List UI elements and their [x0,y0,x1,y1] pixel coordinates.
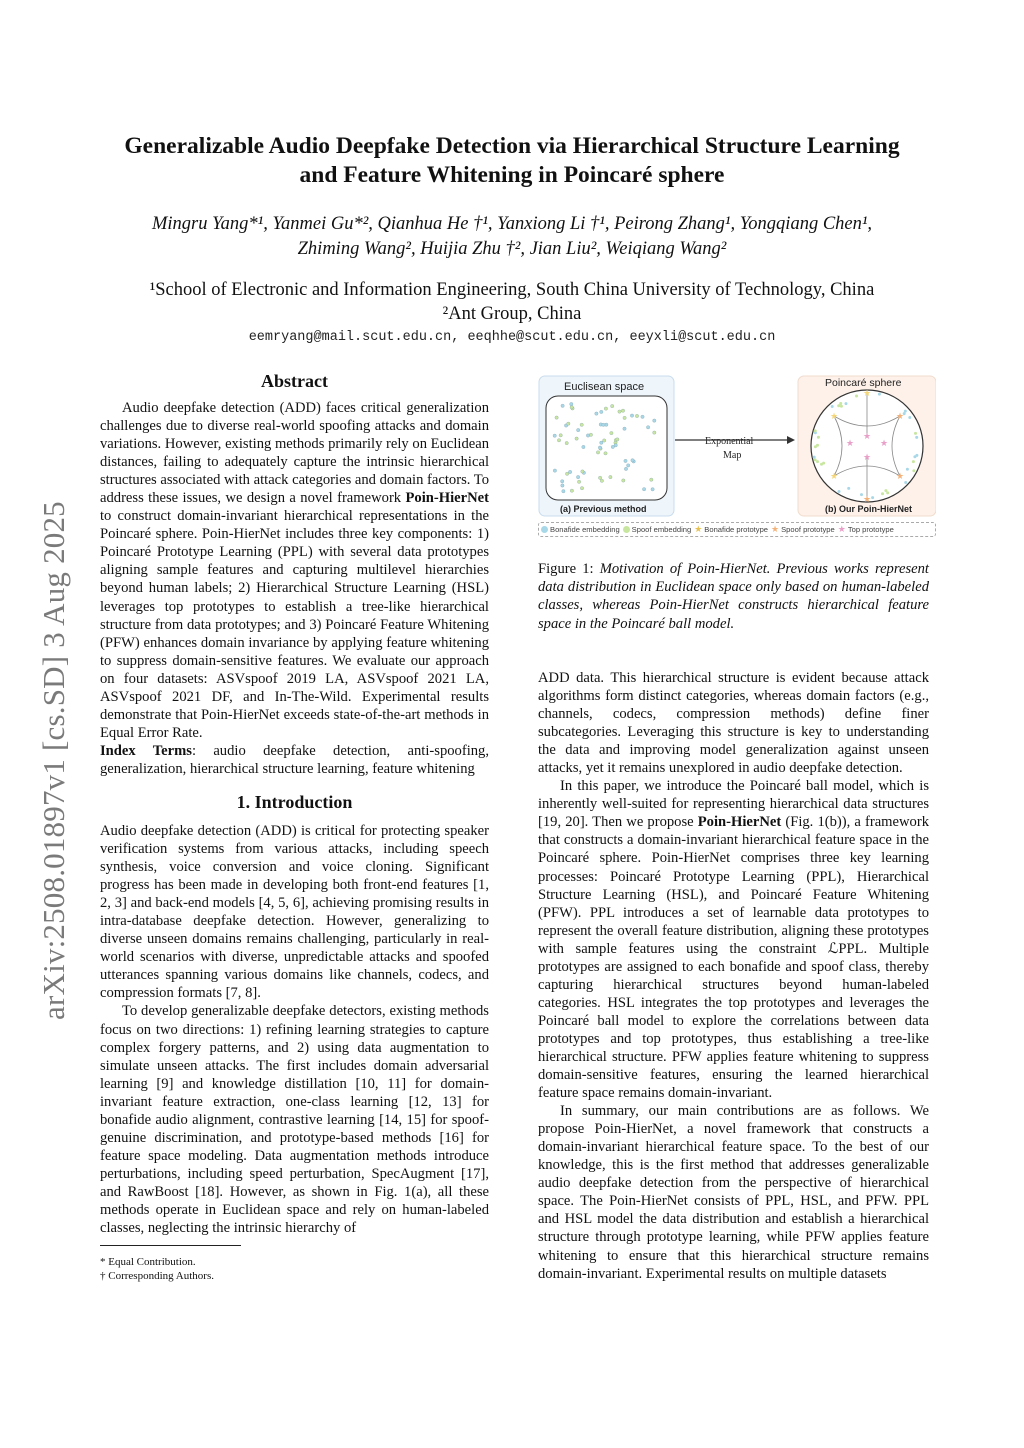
euclid-embedding-dot [580,423,583,426]
euclid-embedding-dot [570,402,573,405]
figure-legend [538,522,936,537]
data-prototype-marker: ★ [829,471,839,481]
paper-title [60,132,964,190]
data-prototype-marker: ★ [895,411,905,421]
footnotes [100,1255,214,1283]
euclid-embedding-dot [562,490,565,493]
euclid-embedding-dot [623,416,626,419]
euclid-embedding-dot [598,446,601,449]
poincare-embedding-dot [814,458,817,461]
euclid-label: Euclisean space [564,381,645,393]
poincare-embedding-dot [817,436,820,439]
right-p2-method-name: Poin-HierNet [697,814,782,831]
top-prototype-marker: ★ [862,452,872,462]
euclid-embedding-dot [565,472,568,475]
legend-label-5: Top prototype [847,525,894,534]
euclid-embedding-dot [653,431,656,434]
euclid-embedding-dot [570,406,573,409]
euclid-embedding-dot [567,422,570,425]
author-emails: eemryang@mail.scut.edu.cn, eeqhhe@scut.edu.cn, eeyxli@scut.edu.cn [248,330,776,345]
authors-line-1: Mingru Yang*¹, Yanmei Gu*², Qianhua He †¹, Yanxiong Li †¹, Peirong Zhang¹, Yongqiang Chen¹, [151,214,873,234]
euclid-embedding-dot [555,416,558,419]
euclid-embedding-dot [630,414,633,417]
right-p2-text-1: In this paper, we introduce the Poincaré ball model, which is inherently well-suited for representing hierarchical data structures [19, 20]. Then we propose [538,778,929,831]
euclid-embedding-dot [627,464,630,467]
title-line-2: and Feature Whitening in Poincaré sphere [299,162,725,188]
poincare-embedding-dot [814,429,817,432]
euclid-embedding-dot [621,409,624,412]
euclid-embedding-dot [581,470,584,473]
euclid-embedding-dot [553,434,556,437]
euclid-embedding-dot [576,475,579,478]
euclid-embedding-dot [603,439,606,442]
euclid-embedding-dot [596,451,599,454]
top-prototype-marker: ★ [879,438,889,448]
legend-label-4: Spoof prototype [781,525,835,534]
footnote-equal: * Equal Contribution. [100,1256,196,1268]
subcaption-b: (b) Our Poin-HierNet [825,504,912,514]
euclid-embedding-dot [653,419,656,422]
euclid-embedding-dot [624,467,627,470]
euclid-embedding-dot [561,484,564,487]
legend-label-3: Bonafide prototype [704,525,769,534]
poincare-embedding-dot [816,444,819,447]
right-p2-text-2: (Fig. 1(b)), a framework that constructs a domain-invariant hierarchical feature space in the Poincaré sphere. Poin-HierNet comprises three key learning processes: Poincaré Prototype Learning (PPL), Hierarchical Structure Learning (HSL), and Poincaré Feature Whitening (PFW). PPL introduces a set of learnable data prototypes to represent the overall feature distribution, aligning these prototypes with sample features using the constraint ℒPPL. Multiple prototypes are assigned to each bonafide and spoof class, thereby capturing hierarchical structures beyond human-labeled categories. HSL integrates the top prototypes and leverages the Poincaré ball model to explore the correlations between data prototypes and top prototypes, thus establishing a tree-like hierarchical structure. PFW applies feature whitening to suppress domain-sensitive features, ensuring the learned hierarchical feature space remains domain-invariant. [538,814,930,1102]
euclid-embedding-dot [561,404,564,407]
euclid-embedding-dot [577,480,580,483]
euclid-embedding-dot [557,439,560,442]
footnote-corresponding: † Corresponding Authors. [100,1270,214,1282]
legend-spoof-embedding [623,525,692,534]
euclid-embedding-dot [582,445,585,448]
intro-heading: 1. Introduction [236,792,353,812]
poincare-label: Poincaré sphere [825,377,902,389]
abstract-paragraph [100,399,489,742]
caption-prefix: Figure 1: [538,561,600,577]
euclid-embedding-dot [602,423,605,426]
euclid-embedding-dot [635,414,638,417]
right-paragraph-1: ADD data. This hierarchical structure is evident because attack algorithms form distinct categories, whereas domain factors (e.g., channels, codecs, compression methods) define finer subcategories. Leveraging this structure is key to understanding the data and improving model generalization against unseen attacks, yet it remains unexplored in audio deepfake detection. [538,670,929,777]
poincare-embedding-dot [914,432,917,435]
legend-bonafide-embedding [541,525,620,534]
euclid-embedding-dot [650,478,653,481]
euclid-embedding-dot [618,410,621,413]
affiliations [60,278,964,326]
euclid-embedding-dot [580,487,583,490]
poincare-embedding-dot [915,436,918,439]
poincare-embedding-dot [908,416,911,419]
euclid-embedding-dot [575,437,578,440]
data-prototype-marker: ★ [895,471,905,481]
poincare-embedding-dot [912,460,915,463]
euclid-embedding-dot [646,426,649,429]
euclid-embedding-dot [600,479,603,482]
caption-text: Motivation of Poin-HierNet. Previous works represent data distribution in Euclidean space only based on human-labeled classes, whereas Poin-HierNet constructs hierarchical feature space in the Poincaré ball model. [538,561,929,632]
index-terms-label: Index Terms [100,742,192,759]
affiliation-1: ¹School of Electronic and Information Engineering, South China University of Technology, China [149,280,875,300]
bonafide-prototype-star-icon: ★ [694,524,703,534]
subcaption-a: (a) Previous method [560,504,647,514]
euclid-embedding-dot [577,428,580,431]
euclid-embedding-dot [614,444,617,447]
spoof-prototype-star-icon: ★ [771,524,780,534]
poincare-embedding-dot [831,405,834,408]
map-label-2: Map [723,450,742,461]
poincare-embedding-dot [912,469,915,472]
poincare-embedding-dot [904,410,907,413]
legend-bonafide-prototype [694,525,768,534]
figure-caption [538,560,929,633]
data-prototype-marker: ★ [862,388,872,398]
figure-1 [538,374,936,540]
euclid-embedding-dot [642,488,645,491]
euclid-embedding-dot [595,412,598,415]
euclid-embedding-dot [604,452,607,455]
euclid-embedding-dot [631,459,634,462]
euclid-embedding-dot [610,431,613,434]
poincare-embedding-dot [847,487,850,490]
poincare-embedding-dot [813,456,816,459]
arxiv-id: arXiv:2508.01897v1 [cs.SD] 3 Aug 2025 [36,501,71,1020]
poincare-embedding-dot [881,492,884,495]
abstract-text-2: to construct domain-invariant hierarchical representations in the Poincaré sphere. Poin-HierNet includes three key components: 1) Poincaré Prototype Learning (PPL) with several data prototypes aligning sample features and capturing multilevel hierarchies beyond human labels; 2) Hierarchical Structure Learning (HSL) leverages top prototypes to establish a tree-like hierarchical structure from data prototypes; and 3) Poincaré Feature Whitening (PFW) enhances domain invariance by applying feature whitening to suppress domain-sensitive features. We evaluate our approach on four datasets: ASVspoof 2019 LA, ASVspoof 2021 LA, ASVspoof 2021 DF, and In-The-Wild. Experimental results demonstrate that Poin-HierNet exceeds state-of-the-art methods in Equal Error Rate. [100,508,489,741]
legend-spoof-prototype [771,525,835,534]
euclid-embedding-dot [570,489,573,492]
euclid-embedding-dot [604,407,607,410]
euclid-frame [546,396,667,500]
euclid-embedding-dot [609,475,612,478]
euclid-embedding-dot [559,434,562,437]
right-column-body [538,669,929,1283]
arxiv-stamp [30,430,78,1030]
legend-top-prototype [838,525,894,534]
poincare-embedding-dot [878,393,881,396]
poincare-embedding-dot [906,468,909,471]
top-prototype-marker: ★ [845,438,855,448]
right-paragraph-2 [538,777,929,1102]
poincare-embedding-dot [913,455,916,458]
poincare-embedding-dot [855,395,858,398]
euclid-embedding-dot [586,434,589,437]
poincare-embedding-dot [886,491,889,494]
right-paragraph-3: In summary, our main contributions are as follows. We propose Poin-HierNet, a novel framework that constructs a domain-invariant hierarchical feature space. To the best of our knowledge, this is the first method that addresses generalizable audio deepfake detection from the perspective of hierarchical space. The Poin-HierNet consists of PPL, HSL, and PFW. PPL and HSL model the data distribution and establish a hierarchical structure through prototype learning, while PFW applies feature whitening to ensure that this hierarchical structure remains domain-invariant. Experimental results on multiple datasets [538,1103,929,1282]
top-prototype-marker: ★ [862,431,872,441]
map-label-1: Exponential [705,436,754,447]
legend-label-1: Bonafide embedding [550,525,620,534]
top-prototype-star-icon: ★ [837,524,846,534]
euclid-embedding-dot [611,404,614,407]
bonafide-embedding-swatch [541,526,548,533]
euclid-embedding-dot [565,441,568,444]
euclid-embedding-dot [641,415,644,418]
poincare-embedding-dot [837,404,840,407]
poincare-embedding-dot [904,481,907,484]
affiliation-2: ²Ant Group, China [442,304,582,324]
euclid-embedding-dot [616,438,619,441]
euclid-embedding-dot [624,459,627,462]
intro-body [100,822,489,1237]
euclid-embedding-dot [568,470,571,473]
exponential-map-arrow [675,430,795,450]
euclid-embedding-dot [598,476,601,479]
authors-line-2: Zhiming Wang², Huijia Zhu †², Jian Liu², Weiqiang Wang² [297,239,727,259]
euclid-embedding-dot [553,469,556,472]
index-terms-text: : audio deepfake detection, anti-spoofing, generalization, hierarchical structure learning, feature whitening [100,742,489,777]
poincare-embedding-dot [871,496,874,499]
euclid-embedding-dot [600,441,603,444]
poincare-embedding-dot [838,490,841,493]
data-prototype-marker: ★ [829,411,839,421]
abstract-text-1: Audio deepfake detection (ADD) faces critical generalization challenges due to diverse real-world spoofing attacks and domain variations. However, existing methods primarily rely on Euclidean distances, failing to adequately capture the intrinsic hierarchical structures associated with attack categories and domain factors. To address these issues, we design a novel framework [100,400,489,507]
euclid-embedding-dot [651,488,654,491]
poincare-embedding-dot [839,402,842,405]
index-terms [100,742,489,778]
intro-paragraph-1: Audio deepfake detection (ADD) is critical for protecting speaker verification systems from various attacks, including speech synthesis, voice conversion and voice cloning. Significant progress has been made in developing both front-end features [1, 2, 3] and back-end models [4, 5, 6], achieving promising results in intra-database deepfake detection. However, generalizing to diverse unseen domains remains challenging, particularly in real-world scenarios with diverse, unpredictable attacks and spoofed utterances spanning various domains like channels, codecs, and compression formats [7, 8]. [100,823,489,1002]
legend-label-2: Spoof embedding [631,525,692,534]
intro-paragraph-2: To develop generalizable deepfake detectors, existing methods focus on two directions: 1) refining learning strategies to capture complex forgery patterns, and 2) using data augmentation to simulate unseen attacks. The first includes domain adversarial learning [9] and knowledge distillation [10, 11] for domain-invariant feature extraction, one-class learning [12, 13] for bonafide audio alignment, contrastive learning [14, 15] for spoof-genuine discrimination, and prototype-based methods [16] for feature space modeling. Data augmentation methods introduce perturbations, including speed perturbation, SpecAugment [17], and RawBoost [18]. However, as shown in Fig. 1(a), all these methods operate in Euclidean space and rely on human-labeled classes, neglecting the intrinsic hierarchy of [100,1003,489,1237]
euclid-embedding-dot [600,410,603,413]
abstract-body [100,399,489,778]
poincare-embedding-dot [845,402,848,405]
euclid-embedding-dot [623,427,626,430]
spoof-embedding-swatch [623,526,630,533]
abstract-heading: Abstract [261,371,328,391]
abstract-method-name: Poin-HierNet [405,490,489,507]
euclid-embedding-dot [622,479,625,482]
data-prototype-marker: ★ [862,494,872,504]
poincare-embedding-dot [840,405,843,408]
author-list [60,212,964,262]
poincare-embedding-dot [822,462,825,465]
title-line-1: Generalizable Audio Deepfake Detection via Hierarchical Structure Learning [124,133,900,159]
footnote-rule [100,1245,241,1246]
euclid-embedding-dot [561,480,564,483]
